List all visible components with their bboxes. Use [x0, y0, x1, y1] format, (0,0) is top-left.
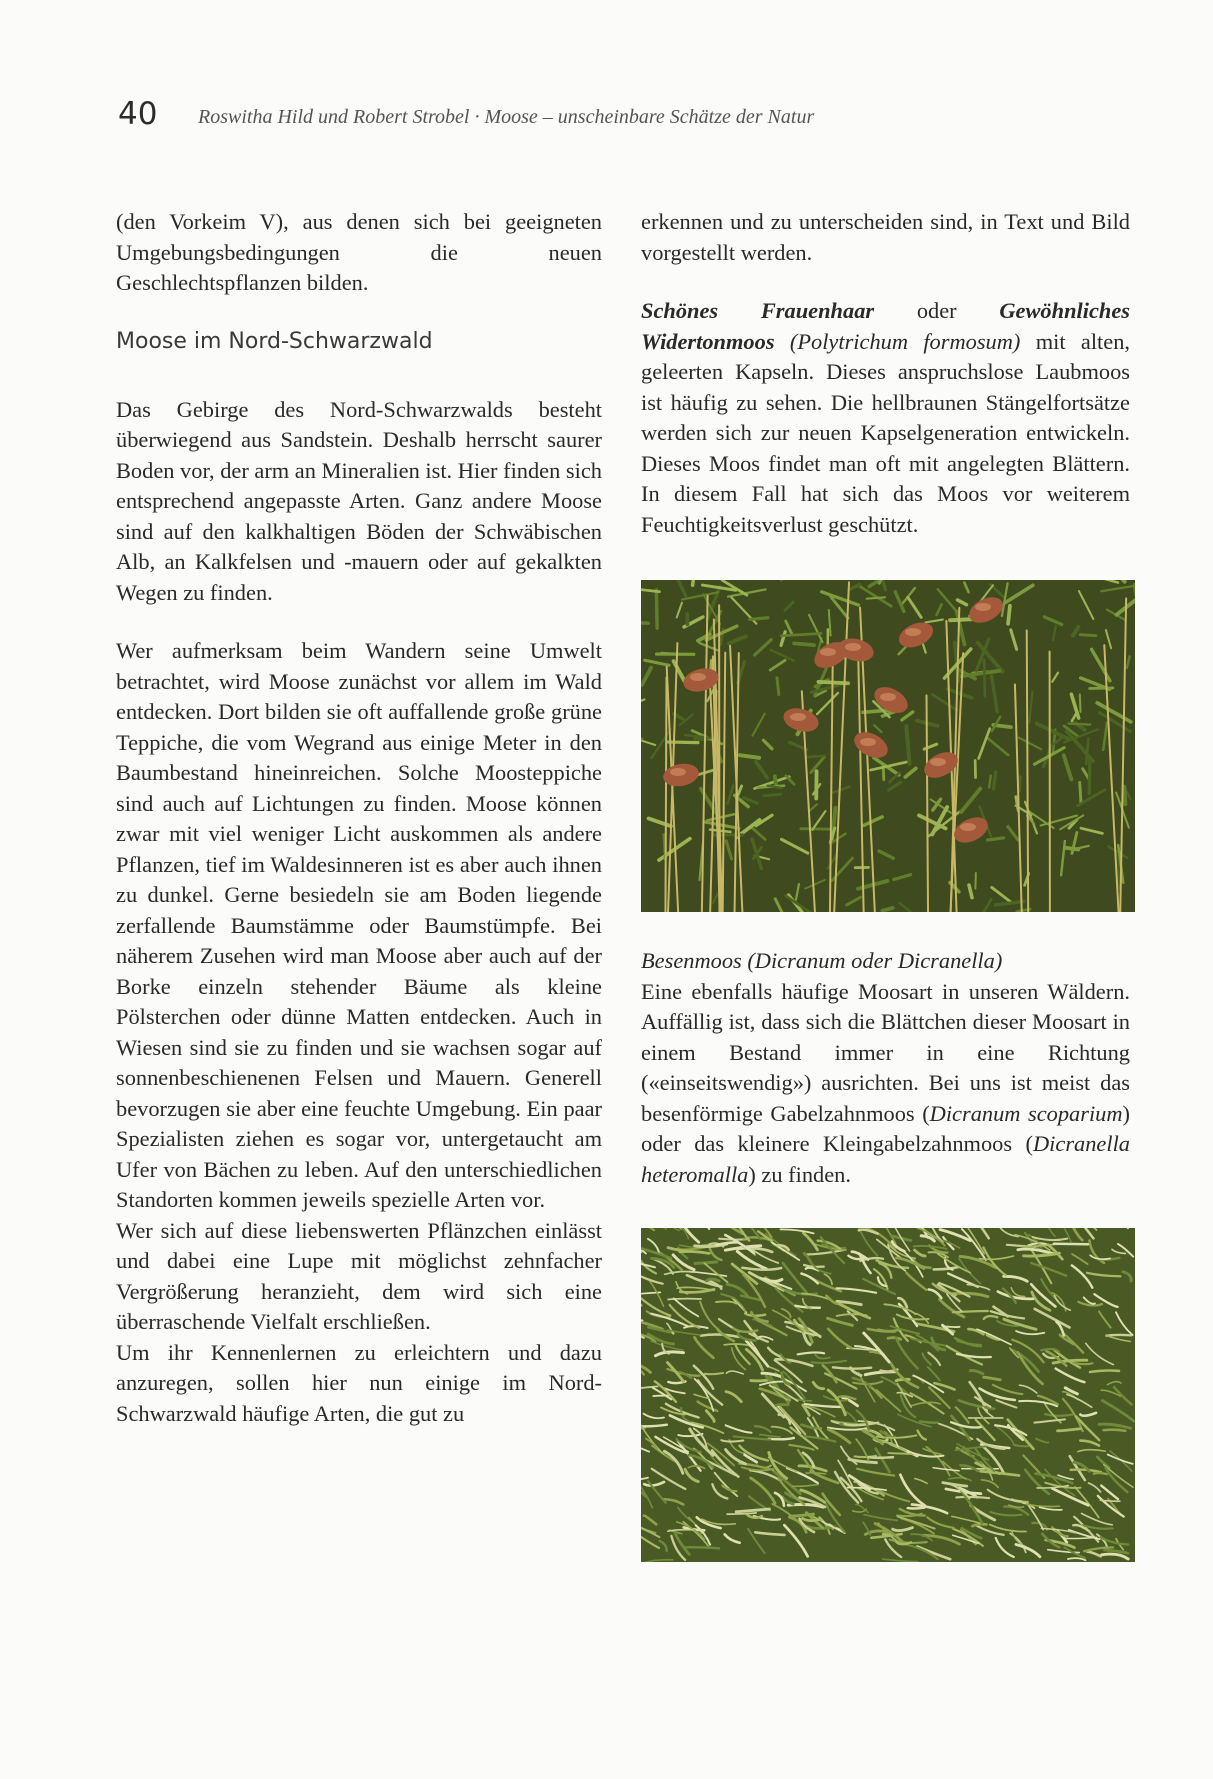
paragraph: (den Vorkeim V), aus denen sich bei geeigneten Umgebungsbedingungen die neuen Geschlechtspflanzen bilden.	[116, 209, 602, 295]
running-title: Roswitha Hild und Robert Strobel · Moose – unscheinbare Schätze der Natur	[198, 106, 815, 128]
latin-name: (Polytrichum formosum)	[774, 328, 1021, 354]
latin-name: Dicranum scoparium	[929, 1100, 1123, 1126]
page-header	[118, 96, 1118, 136]
connector-text: oder	[874, 298, 1000, 323]
paragraph: Das Gebirge des Nord-Schwarzwalds besteht überwiegend aus Sandstein. Deshalb herrscht saurer Boden vor, der arm an Mineralien ist. Hier finden sich entsprechend angepasste Arten. Ganz andere Moose sind auf den kalkhaltigen Böden der Schwäbischen Alb, an Kalkfelsen und -mauern oder auf gekalkten Wegen zu finden.	[116, 396, 602, 605]
moss-photo-carpet	[641, 1228, 1135, 1562]
moss-photo-capsules	[641, 580, 1135, 912]
caption-title: Besenmoos (Dicranum oder Dicranella)	[641, 948, 1003, 973]
page-number: 40	[118, 96, 158, 132]
photo-polytrichum-moss	[641, 580, 1135, 912]
section-heading: Moose im Nord-Schwarzwald	[116, 328, 433, 354]
latin-name: Dicranella heteromalla	[641, 1131, 1130, 1187]
paragraph: Wer sich auf diese liebenswerten Pflänzchen einlässt und dabei eine Lupe mit möglichst zehnfacher Vergrößerung heranzieht, dem wird sich eine überraschende Vielfalt erschließen.	[116, 1217, 602, 1334]
species-text: ) oder das kleinere Kleingabelzahnmoos (	[641, 1100, 1131, 1156]
species-text: ) zu finden.	[748, 1161, 851, 1187]
species-name: Schönes Frauenhaar	[641, 298, 875, 323]
paragraph: Um ihr Kennenlernen zu erleichtern und dazu anzuregen, sollen hier nun einige im Nord-Schwarzwald häufige Arten, die gut zu	[116, 1339, 602, 1426]
left-column	[116, 207, 602, 1429]
paragraph: Wer aufmerksam beim Wandern seine Umwelt betrachtet, wird Moose zunächst vor allem im Wald entdecken. Dort bilden sie oft auffallende große grüne Teppiche, die vom Wegrand aus einige Meter in den Baumbestand hineinreichen. Solche Moosteppiche sind auch auf Lichtungen zu finden. Moose können zwar mit viel weniger Licht auskommen als andere Pflanzen, tief im Waldesinneren ist es aber auch ihnen zu dunkel. Gerne besiedeln sie am Boden liegende zerfallende Baumstämme oder Baumstümpfe. Bei näherem Zusehen wird man Moose aber auch auf der Borke einzeln stehender Bäume als kleine Pölsterchen oder dünne Matten entdecken. Auch in Wiesen sind sie zu finden und sie wachsen sogar auf sonnenbeschienenen Felsen und Mauern. Generell bevorzugen sie aber eine feuchte Umgebung. Ein paar Spezialisten ziehen es sogar vor, untergetaucht am Ufer von Bächen zu leben. Auf den unterschiedlichen Standorten kommen jeweils spezielle Arten vor.	[116, 638, 602, 1212]
species-text: Eine ebenfalls häufige Moosart in unseren Wäldern. Auffällig ist, dass sich die Blättchen dieser Moosart in einem Bestand immer in eine Richtung («einseitswendig») ausrichten. Bei uns ist meist das besenförmige Gabelzahnmoos (	[641, 978, 1130, 1126]
species-text: mit alten, geleerten Kapseln. Dieses anspruchslose Laubmoos ist häufig zu sehen. Die hellbraunen Stängelfortsätze werden sich zur neuen Kapselgeneration entwickeln. Dieses Moos findet man oft mit angelegten Blättern. In diesem Fall hat sich das Moos vor weiterem Feuchtigkeitsverlust geschützt.	[641, 328, 1130, 537]
species-description-dicranum	[641, 977, 1130, 1191]
photo-dicranum-moss	[641, 1228, 1135, 1562]
species-caption	[641, 946, 1130, 977]
paragraph: erkennen und zu unterscheiden sind, in Text und Bild vorgestellt werden.	[641, 209, 1130, 265]
species-name: Gewöhnliches Widertonmoos	[641, 298, 1131, 354]
species-description-polytrichum	[641, 296, 1130, 540]
right-column	[641, 207, 1130, 1562]
